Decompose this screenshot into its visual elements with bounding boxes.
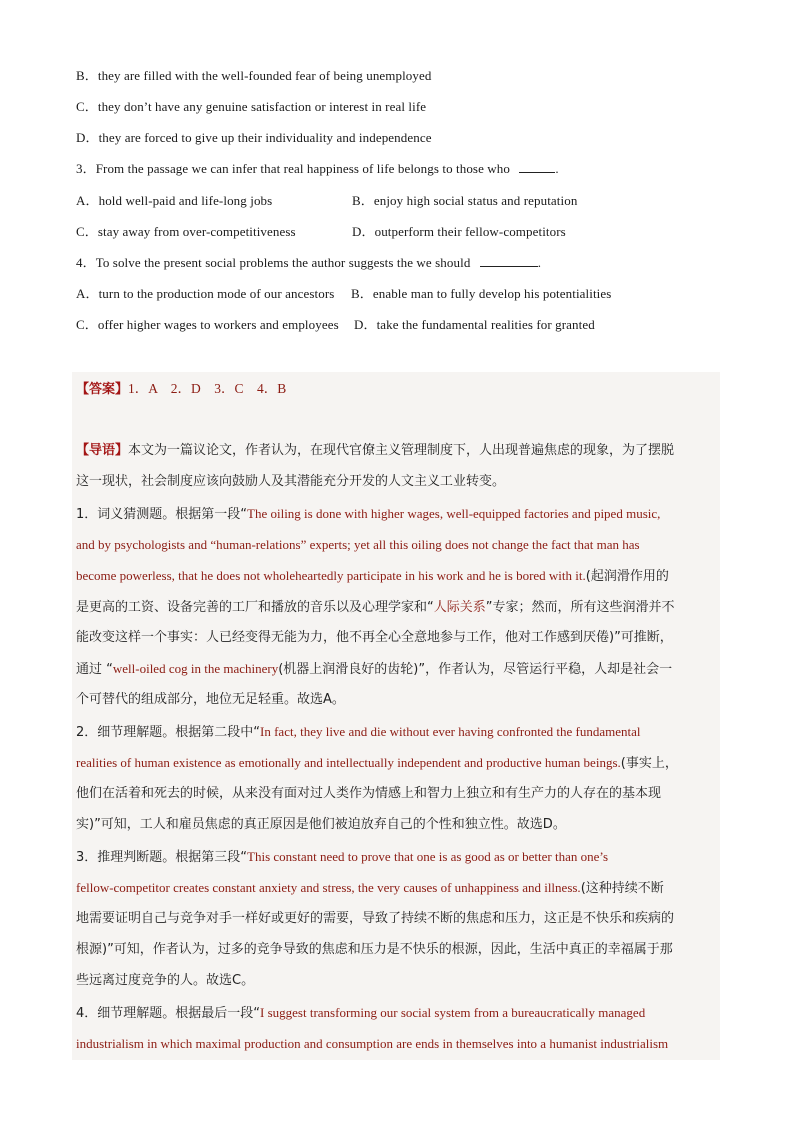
- q4-option-d: D．take the fundamental realities for granted: [354, 317, 595, 332]
- exp1-l4-b: 人际关系: [433, 599, 486, 614]
- exp4-line-2: industrialism in which maximal production and consumption are ends in themselves into a humanist industrialism: [76, 1036, 669, 1051]
- exp2-line-1: [76, 722, 641, 743]
- guide-line-1: [76, 441, 674, 461]
- q3-stem-text: 3．From the passage we can infer that real happiness of life belongs to those who: [76, 161, 510, 176]
- exp3-line-2: [76, 878, 664, 899]
- exp3-line-5: 些远离过度竞争的人。故选C。: [76, 973, 255, 988]
- exp2-l2-cn: (事实上，: [620, 756, 678, 771]
- exp4-l1-en: I suggest transforming our social system from a bureaucratically managed: [260, 1005, 646, 1020]
- exp1-l1-cn: 1．词义猜测题。根据第一段“: [76, 507, 248, 522]
- exp3-line-4: 根源)”可知，作者认为，过多的竞争导致的焦虑和压力是不快乐的根源，因此，生活中真正的幸福属于那: [76, 942, 673, 957]
- exp3-l2-cn: (这种持续不断: [580, 881, 664, 896]
- exp2-line-4: 实)”可知，工人和雇员焦虑的真正原因是他们被迫放弃自己的个性和独立性。故选D。: [76, 817, 566, 832]
- exp1-line-7: 个可替代的组成部分，地位无足轻重。故选A。: [76, 692, 345, 707]
- exp1-l4-c: ”专家；然而，所有这些润滑并不: [485, 600, 675, 615]
- exp4-line-1: [76, 1003, 645, 1024]
- q4-option-a: A．turn to the production mode of our ancestors: [76, 286, 335, 301]
- q3-stem: [76, 159, 559, 179]
- guide-tag: 【导语】: [76, 443, 129, 458]
- answer-line: [76, 379, 286, 400]
- answer-text: 1．A 2．D 3．C 4．B: [128, 381, 287, 396]
- q3-option-c: C．stay away from over-competitiveness: [76, 224, 296, 239]
- exp1-l6-b: well-oiled cog in the machinery: [112, 661, 279, 676]
- q4-option-c: C．offer higher wages to workers and employees: [76, 317, 339, 332]
- exp1-line-1: [76, 504, 660, 525]
- exp3-l2-en: fellow-competitor creates constant anxiety and stress, the very causes of unhappiness and illness.: [76, 880, 581, 895]
- q4-stem-text: 4．To solve the present social problems the author suggests the we should: [76, 255, 471, 270]
- exp1-line-3: [76, 566, 669, 587]
- q2-option-c: C．they don’t have any genuine satisfaction or interest in real life: [76, 99, 427, 114]
- exp1-line-4: [76, 597, 675, 618]
- exp2-l1-cn: 2．细节理解题。根据第二段中“: [76, 725, 261, 740]
- q3-option-d: D．outperform their fellow-competitors: [352, 224, 566, 239]
- q3-blank: [519, 160, 555, 173]
- exp4-l1-cn: 4．细节理解题。根据最后一段“: [76, 1006, 261, 1021]
- guide-text-1: 本文为一篇议论文，作者认为，在现代官僚主义管理制度下，人出现普遍焦虑的现象，为了摆脱: [128, 443, 675, 458]
- exp3-l1-en: This constant need to prove that one is as good as or better than one’s: [247, 849, 609, 864]
- exp1-l1-en: The oiling is done with higher wages, well-equipped factories and piped music,: [247, 506, 661, 521]
- q3-option-b: B．enjoy high social status and reputation: [352, 193, 578, 208]
- exp1-line-5: 能改变这样一个事实：人已经变得无能为力，他不再全心全意地参与工作，他对工作感到厌倦)”可推断，: [76, 630, 673, 645]
- exp3-line-3: 地需要证明自己与竞争对手一样好或更好的需要，导致了持续不断的焦虑和压力，这正是不快乐和疾病的: [76, 911, 675, 926]
- q4-option-b: B．enable man to fully develop his potentialities: [351, 286, 612, 301]
- q4-stem: [76, 253, 541, 273]
- answer-tag: 【答案】: [76, 382, 129, 397]
- exp1-l3-cn: (起润滑作用的: [585, 569, 669, 584]
- exp1-line-2: and by psychologists and “human-relations” experts; yet all this oiling does not change the fact that man has: [76, 537, 640, 552]
- exp1-line-6: [76, 659, 672, 680]
- exp2-line-3: 他们在活着和死去的时候，从来没有面对过人类作为情感上和智力上独立和有生产力的人存在的基本现: [76, 786, 662, 801]
- exp1-l3-en: become powerless, that he does not wholeheartedly participate in his work and he is bored with it.: [76, 568, 586, 583]
- q2-option-d: D．they are forced to give up their individuality and independence: [76, 130, 432, 145]
- exp1-l6-c: (机器上润滑良好的齿轮)”，作者认为，尽管运行平稳，人却是社会一: [278, 662, 673, 677]
- exp2-l2-en: realities of human existence as emotionally and intellectually independent and productive human beings.: [76, 755, 621, 770]
- q3-option-a: A．hold well-paid and life-long jobs: [76, 193, 273, 208]
- exp3-line-1: [76, 847, 608, 868]
- exp1-l4-a: 是更高的工资、设备完善的工厂和播放的音乐以及心理学家和“: [76, 600, 434, 615]
- q3-stem-tail: .: [555, 161, 559, 176]
- guide-line-2: 这一现状，社会制度应该向鼓励人及其潜能充分开发的人文主义工业转变。: [76, 474, 506, 489]
- exp3-l1-cn: 3．推理判断题。根据第三段“: [76, 850, 248, 865]
- exp2-line-2: [76, 753, 678, 774]
- q4-stem-tail: .: [537, 255, 542, 270]
- q2-option-b: B．they are filled with the well-founded fear of being unemployed: [76, 68, 432, 83]
- exp1-l6-a: 通过 “: [76, 662, 113, 677]
- exp2-l1-en: In fact, they live and die without ever having confronted the fundamental: [260, 724, 641, 739]
- q4-blank: [480, 254, 538, 267]
